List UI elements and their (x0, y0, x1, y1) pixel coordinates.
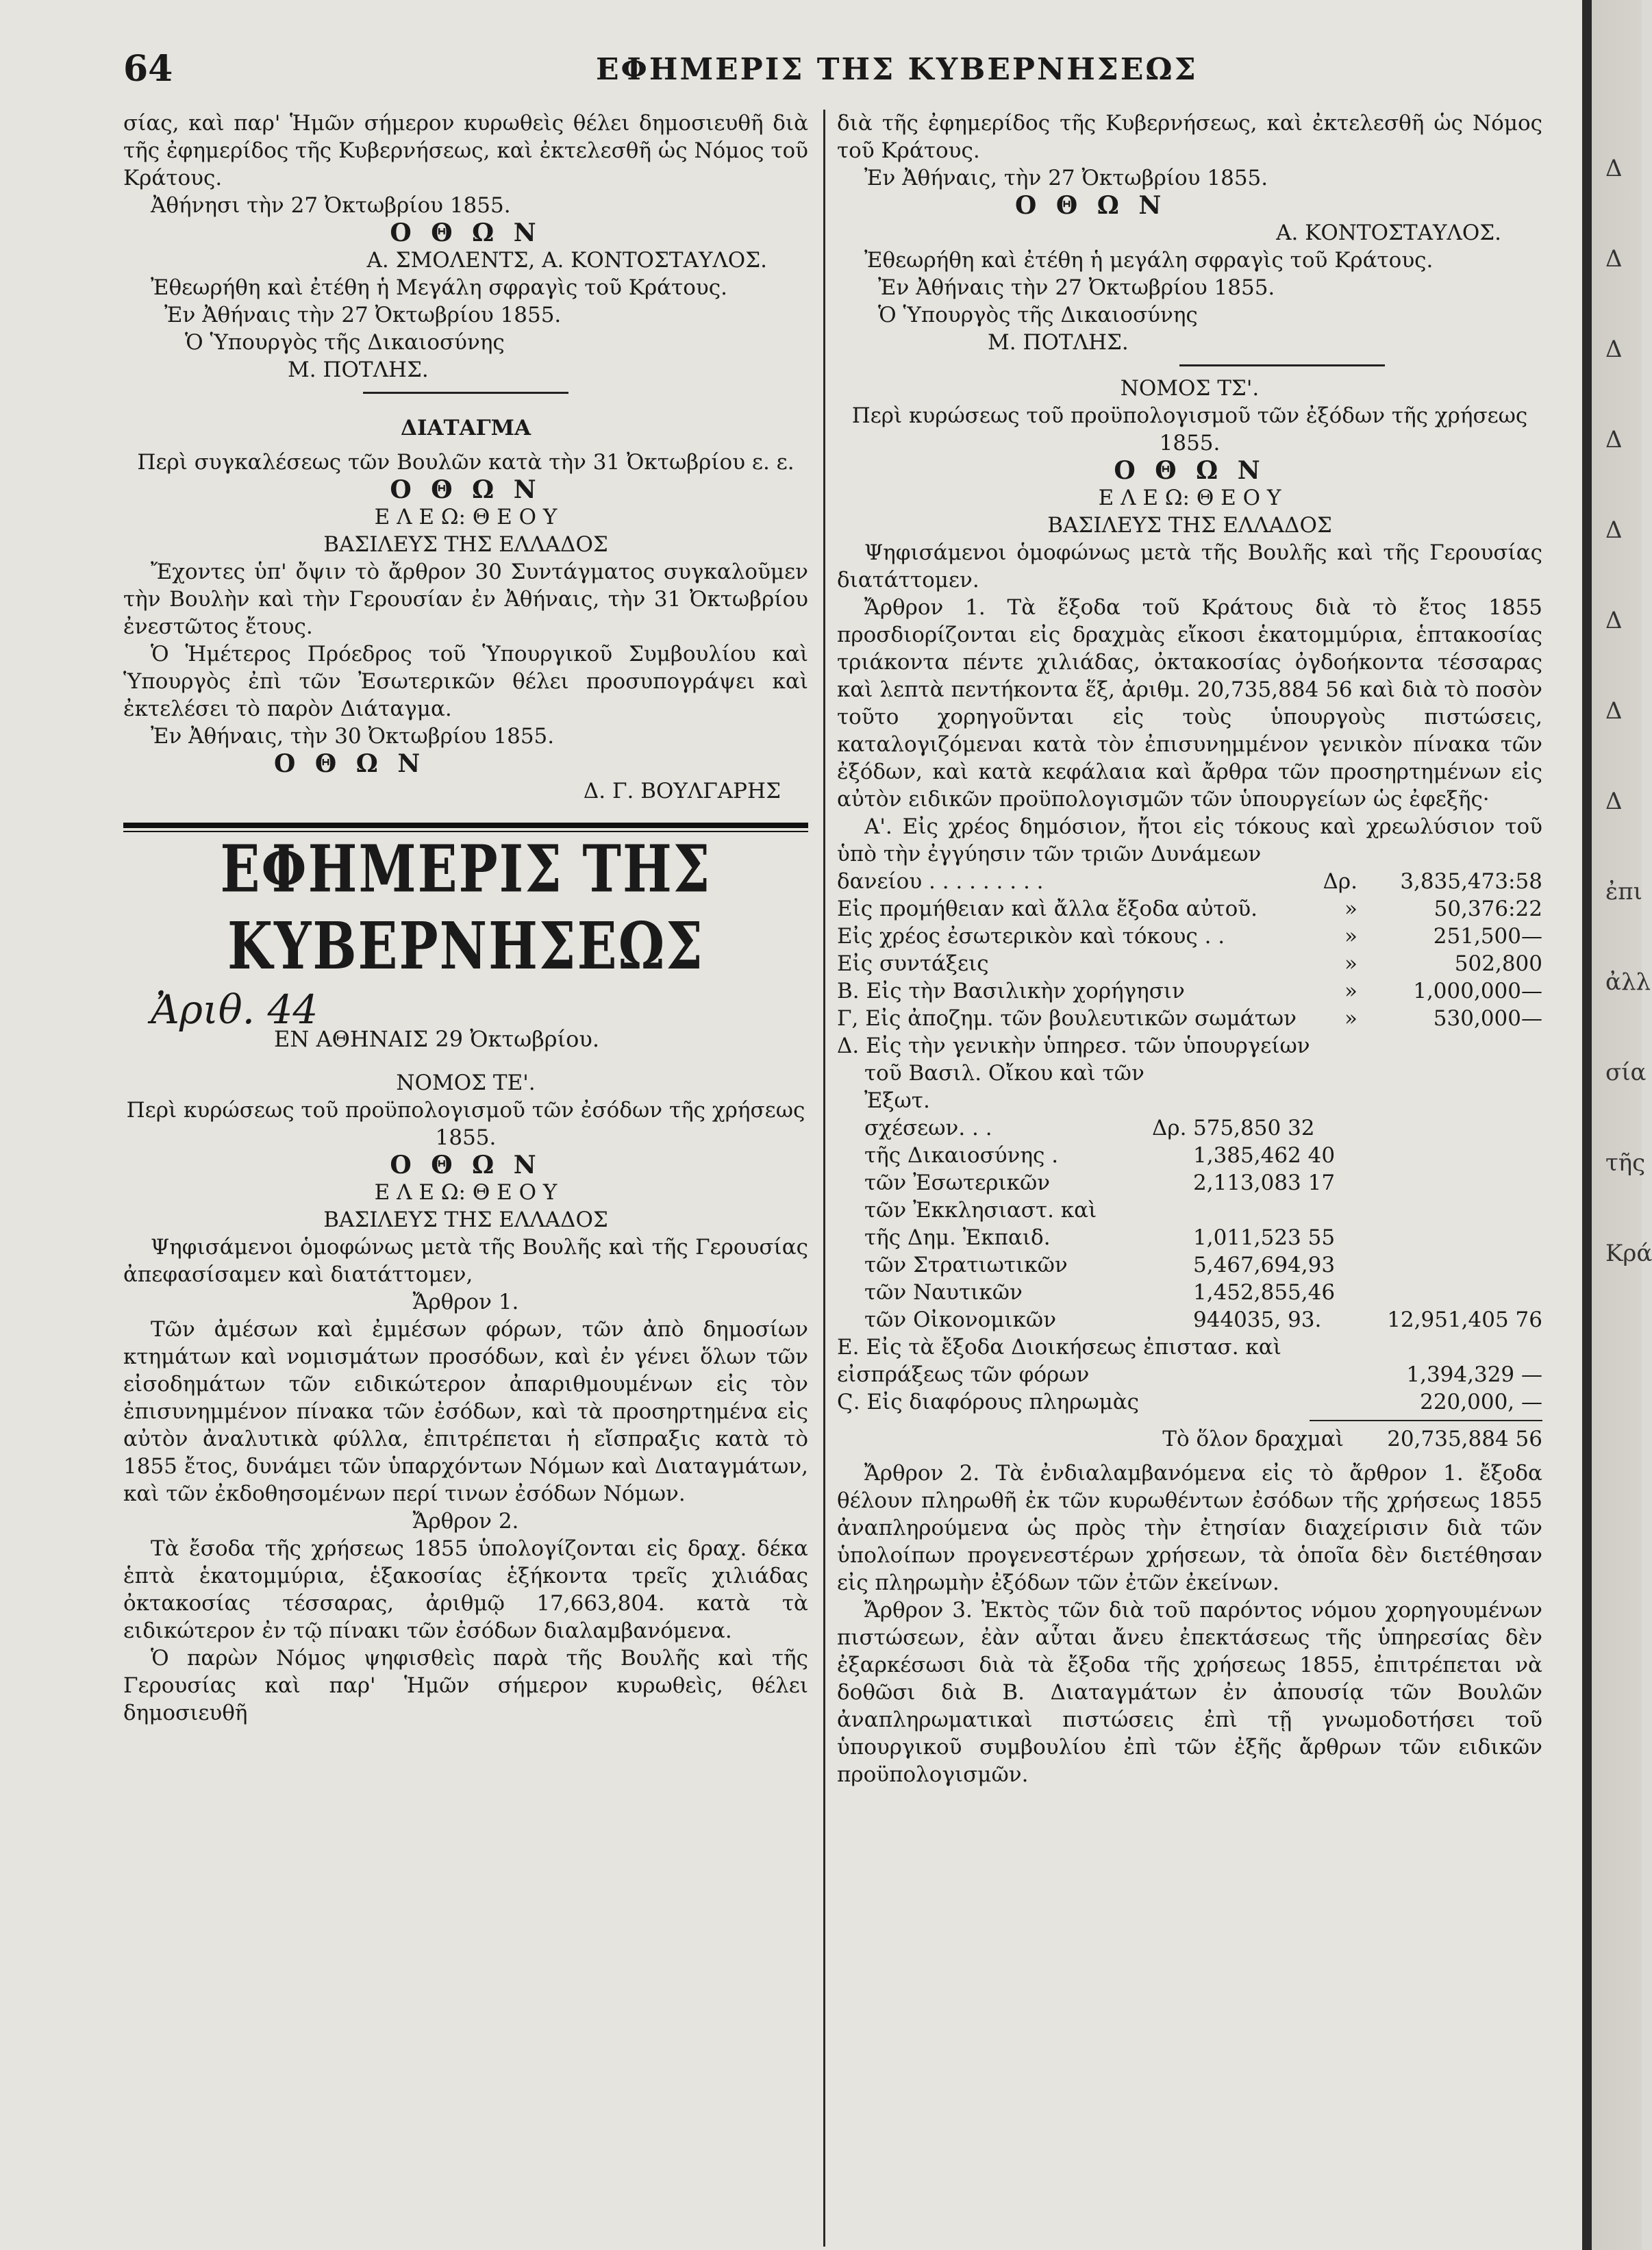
budget-row: Εἰς χρέος ἐσωτερικὸν καὶ τόκους . . » 251,500— (837, 924, 1542, 949)
decree-paragraph-2: Ὁ Ἡμέτερος Πρόεδρος τοῦ Ὑπουργικοῦ Συμβουλίου καὶ Ὑπουργὸς ἐπὶ τῶν Ἐσωτερικῶν θέλει προσυπογράψει καὶ ἐκτελέσει τὸ παρὸν Διάταγμα. (123, 642, 808, 721)
right-date-2: Ἐν Ἀθήναις τὴν 27 Ὀκτωβρίου 1855. (878, 275, 1275, 300)
left-king-title: ΒΑΣΙΛΕΥΣ ΤΗΣ ΕΛΛΑΔΟΣ (323, 532, 608, 557)
budget-total-row: Τὸ ὅλον δραχμαὶ 20,735,884 56 (1162, 1427, 1542, 1451)
left-grace: Ε Λ Ε Ω: Θ Ε Ο Υ (374, 505, 558, 529)
ministry-row: τῆς Δικαιοσύνης . 1,385,462 40 (864, 1143, 1336, 1168)
left-seal-1: Ἐθεωρήθη καὶ ἐτέθη ἡ Μεγάλη σφραγὶς τοῦ Κράτους. (151, 275, 727, 300)
law-ts-article-3: Ἄρθρον 3. Ἐκτὸς τῶν διὰ τοῦ παρόντος νόμου χορηγουμένων πιστώσεων, ἐὰν αὗται ἄνευ ἐπεκτάσεως τῆς ὑπηρεσίας δὲν ἐξαρκέσωσι διὰ τὰ ἔξοδα τῆς χρήσεως 1855, ἐπιτρέπεται νὰ δοθῶσι διὰ Β. Διαταγμάτων ἐν ἀπουσίᾳ τῶν Βουλῶν ἀναπληρωματικαὶ πιστώσεις ἐπὶ τῇ γνωμοδοτήσει τοῦ ὑπουργικοῦ συμβουλίου ἐπὶ τῶν ἐξῆς ἄρθρων τῶν ειδικῶν προϋπολογισμῶν. (837, 1598, 1542, 1787)
right-date-1: Ἐν Ἀθήναις, τὴν 27 Ὀκτωβρίου 1855. (864, 166, 1268, 190)
decree-title: ΔΙΑΤΑΓΜΑ (400, 416, 531, 440)
law-te-title: ΝΟΜΟΣ ΤΕ'. (396, 1071, 536, 1095)
left-minister-title: Ὁ Ὑπουργὸς τῆς Δικαιοσύνης (185, 330, 505, 355)
left-minister: Μ. ΠΟΤΛΗΣ. (288, 358, 429, 382)
right-king-2: Ο Θ Ω Ν (1114, 456, 1266, 485)
left-intro: σίας, καὶ παρ' Ἡμῶν σήμερον κυρωθεὶς θέλει δημοσιευθῆ διὰ τῆς ἐφημερίδος τῆς Κυβερνήσεως, καὶ ἐκτελεσθῆ ὡς Νόμος τοῦ Κράτους. (123, 111, 808, 190)
budget-row: Β. Εἰς τὴν Βασιλικὴν χορήγησιν » 1,000,000— (837, 979, 1542, 1003)
law-ts-subject: Περὶ κυρώσεως τοῦ προϋπολογισμοῦ τῶν ἐξόδων τῆς χρήσεως 1855. (851, 403, 1528, 455)
issue-number: Ἀριθ. 44 (151, 986, 318, 1033)
ministry-row: τῶν Ἐκκλησιαστ. καὶ (864, 1198, 1097, 1223)
right-intro: διὰ τῆς ἐφημερίδος τῆς Κυβερνήσεως, καὶ ἐκτελεσθῆ ὡς Νόμος τοῦ Κράτους. (837, 111, 1542, 163)
law-te-closing: Ὁ παρὼν Νόμος ψηφισθεὶς παρὰ τῆς Βουλῆς καὶ τῆς Γερουσίας καὶ παρ' Ἡμῶν σήμερον κυρωθεὶς, θέλει δημοσιευθῆ (123, 1646, 808, 1725)
right-minister-title: Ὁ Ὑπουργὸς τῆς Δικαιοσύνης (878, 303, 1198, 327)
law-te-article-1: Τῶν ἀμέσων καὶ ἐμμέσων φόρων, τῶν ἀπὸ δημοσίων κτημάτων καὶ νομισμάτων προσόδων, καὶ ἐν γένει ὅλων τῶν εἰσοδημάτων τῶν ειδικώτερον ἀπαριθμουμένων εἰς τὸν ἐπισυνημμένον πίνακα τῶν ἐσόδων, καὶ τὰ προσηρτημένα εἰς αὐτὸν ἀναλυτικὰ φύλλα, ἐπιτρέπεται ἡ εἴσπραξις κατὰ τὸ 1855 ἔτος, δυνάμει τῶν ὑπαρχόντων Νόμων καὶ Διαταγμάτων, καὶ τῶν ἐκδοθησομένων περί τινων ἐσόδων Νόμων. (123, 1317, 808, 1506)
law-ts-preamble: Ψηφισάμενοι ὁμοφώνως μετὰ τῆς Βουλῆς καὶ τῆς Γερουσίας διατάττομεν. (837, 540, 1542, 592)
budget-row: δανείου . . . . . . . . . Δρ. 3,835,473:58 (837, 869, 1542, 894)
right-minister: Μ. ΠΟΤΛΗΣ. (988, 330, 1129, 355)
separator-rule (363, 392, 568, 394)
page-header (123, 48, 1582, 103)
left-signer-3: Δ. Γ. ΒΟΥΛΓΑΡΗΣ (583, 779, 781, 803)
law-te-article-2: Τὰ ἔσοδα τῆς χρήσεως 1855 ὑπολογίζονται εἰς δραχ. δέκα ἑπτὰ ἑκατομμύρια, ἑξακοσίας ἑξήκοντα τρεῖς χιλιάδας ὀκτακοσίας τέσσαρας, ἀριθμῷ 17,663,804. κατὰ τὰ ειδικώτερον ἐν τῷ πίνακι τῶν ἐσόδων διαλαμβανόμενα. (123, 1536, 808, 1643)
running-head: ΕΦΗΜΕΡΙΣ ΤΗΣ ΚΥΒΕΡΝΗΣΕΩΣ (596, 52, 1198, 87)
right-separator-rule (1179, 364, 1385, 366)
issue-date: ΕΝ ΑΘΗΝΑΙΣ 29 Ὀκτωβρίου. (274, 1026, 599, 1052)
right-grace: Ε Λ Ε Ω: Θ Ε Ο Υ (1098, 486, 1281, 510)
decree-subject: Περὶ συγκαλέσεως τῶν Βουλῶν κατὰ τὴν 31 Ὀκτωβρίου ε. ε. (137, 450, 794, 475)
law-te-article-2-head: Ἄρθρον 2. (412, 1509, 519, 1534)
budget-f-row: Ϛ. Εἰς διαφόρους πληρωμὰς 220,000, — (837, 1390, 1542, 1414)
masthead-rule-thick (123, 823, 808, 828)
right-column (837, 110, 1542, 1788)
ministry-row: τοῦ Βασιλ. Οἴκου καὶ τῶν Ἐξωτ. (864, 1061, 1144, 1113)
adjacent-page-edge (1582, 0, 1652, 2250)
adjacent-page-letters: Δ Δ Δ Δ Δ Δ Δ Δ ἐπι ἀλλ σία τῆς Κρά (1605, 155, 1652, 1267)
budget-row: Γ, Εἰς ἀποζημ. τῶν βουλευτικῶν σωμάτων » 530,000— (837, 1006, 1542, 1031)
law-ts-title: ΝΟΜΟΣ ΤΣ'. (1120, 376, 1260, 401)
ministry-rows (837, 1060, 1542, 1334)
budget-row: Εἰς συντάξεις » 502,800 (837, 951, 1542, 976)
sum-rule (1310, 1420, 1542, 1421)
masthead-title: ΕΦΗΜΕΡΙΣ ΤΗΣ ΚΥΒΕΡΝΗΣΕΩΣ (220, 830, 712, 984)
left-date-1: Ἀθήνησι τὴν 27 Ὀκτωβρίου 1855. (151, 193, 511, 218)
left-king-title-2: ΒΑΣΙΛΕΥΣ ΤΗΣ ΕΛΛΑΔΟΣ (323, 1208, 608, 1232)
right-seal-1: Ἐθεωρήθη καὶ ἐτέθη ἡ μεγάλη σφραγὶς τοῦ Κράτους. (864, 248, 1434, 273)
left-king-1: Ο Θ Ω Ν (390, 218, 542, 247)
law-te-subject: Περὶ κυρώσεως τοῦ προϋπολογισμοῦ τῶν ἐσόδων τῆς χρήσεως 1855. (126, 1098, 805, 1150)
left-king-4: Ο Θ Ω Ν (390, 1151, 542, 1179)
ministry-row: τῶν Οἰκονομικῶν 944035, 93. 12,951,405 76 (864, 1308, 1542, 1332)
left-date-3: Ἐν Ἀθήναις, τὴν 30 Ὀκτωβρίου 1855. (151, 724, 555, 749)
budget-a-head: Α'. Εἰς χρέος δημόσιον, ἤτοι εἰς τόκους καὶ χρεωλύσιον τοῦ ὑπὸ τὴν ἐγγύησιν τῶν τριῶν Δυνάμεων (837, 814, 1542, 866)
ministry-row: τῶν Ναυτικῶν 1,452,855,46 (864, 1280, 1336, 1305)
law-te-preamble: Ψηφισάμενοι ὁμοφώνως μετὰ τῆς Βουλῆς καὶ τῆς Γερουσίας ἀπεφασίσαμεν καὶ διατάττομεν, (123, 1235, 808, 1287)
law-ts-article-1: Ἄρθρον 1. Τὰ ἔξοδα τοῦ Κράτους διὰ τὸ ἔτος 1855 προσδιορίζονται εἰς δραχμὰς εἴκοσι ἑκατομμύρια, ἑπτακοσίας τριάκοντα πέντε χιλιάδας, ὀκτακοσίας ὀγδοήκοντα τέσσαρας καὶ λεπτὰ πεντήκοντα ἕξ, ἀριθμ. 20,735,884 56 καὶ διὰ τὸ ποσὸν τοῦτο χορηγοῦνται εἰς τοὺς ὑπουργοὺς πιστώσεις, καταλογιζόμεναι κατὰ τὸν ἐπισυνημμένον γενικὸν πίνακα τῶν ἐξόδων, καὶ κατὰ κεφάλαια καὶ ἄρθρα τῶν προσηρτημένων εἰς αὐτὸν ειδικῶν προϋπολογισμῶν τῶν ὑπουργείων ὡς ἐφεξῆς· (837, 595, 1542, 812)
ministry-row: τῶν Ἐσωτερικῶν 2,113,083 17 (864, 1171, 1336, 1195)
budget-row: Εἰς προμήθειαν καὶ ἄλλα ἔξοδα αὐτοῦ. » 50,376:22 (837, 897, 1542, 921)
left-grace-2: Ε Λ Ε Ω: Θ Ε Ο Υ (374, 1180, 558, 1205)
page-number: 64 (123, 48, 173, 90)
budget-e-row: Ε. Εἰς τὰ ἔξοδα Διοικήσεως ἐπιστασ. καὶ εἰσπράξεως τῶν φόρων 1,394,329 — (837, 1335, 1542, 1387)
left-column (123, 110, 808, 1727)
left-king-2: Ο Θ Ω Ν (390, 475, 542, 504)
ministry-row: σχέσεων. . . Δρ. 575,850 32 (864, 1116, 1315, 1140)
left-date-2: Ἐν Ἀθήναις τὴν 27 Ὀκτωβρίου 1855. (164, 303, 562, 327)
left-signers-1: Α. ΣΜΟΛΕΝΤΣ, Α. ΚΟΝΤΟΣΤΑΥΛΟΣ. (366, 248, 767, 273)
ministry-row: τῆς Δημ. Ἐκπαιδ. 1,011,523 55 (864, 1225, 1336, 1250)
decree-paragraph-1: Ἔχοντες ὑπ' ὄψιν τὸ ἄρθρον 30 Συντάγματος συγκαλοῦμεν τὴν Βουλὴν καὶ τὴν Γερουσίαν ἐν Ἀθήναις, τὴν 31 Ὀκτωβρίου ἐνεστῶτος ἔτους. (123, 560, 808, 639)
right-king-title: ΒΑΣΙΛΕΥΣ ΤΗΣ ΕΛΛΑΔΟΣ (1047, 513, 1332, 538)
column-divider (823, 110, 825, 2247)
right-signer-1: Α. ΚΟΝΤΟΣΤΑΥΛΟΣ. (1276, 221, 1501, 245)
left-king-3: Ο Θ Ω Ν (274, 749, 426, 778)
right-king-1: Ο Θ Ω Ν (1015, 191, 1167, 220)
budget-d-head: Δ. Εἰς τὴν γενικὴν ὑπηρεσ. τῶν ὑπουργείων (837, 1034, 1310, 1058)
budget-rows (837, 868, 1542, 1032)
ministry-row: τῶν Στρατιωτικῶν 5,467,694,93 (864, 1253, 1336, 1277)
law-ts-article-2: Ἄρθρον 2. Τὰ ἐνδιαλαμβανόμενα εἰς τὸ ἄρθρον 1. ἔξοδα θέλουν πληρωθῆ ἐκ τῶν κυρωθέντων ἐσόδων τῆς χρήσεως 1855 ἀναπληρούμενα ὡς πρὸς τὴν ἐτησίαν διαχείρισιν διὰ τῶν ὑπολοίπων προγενεστέρων χρήσεων, τὰ ὁποῖα δὲν διετέθησαν εἰς πληρωμὴν ἐξόδων τῶν ἐτῶν ἐκείνων. (837, 1461, 1542, 1595)
law-te-article-1-head: Ἄρθρον 1. (412, 1290, 519, 1314)
